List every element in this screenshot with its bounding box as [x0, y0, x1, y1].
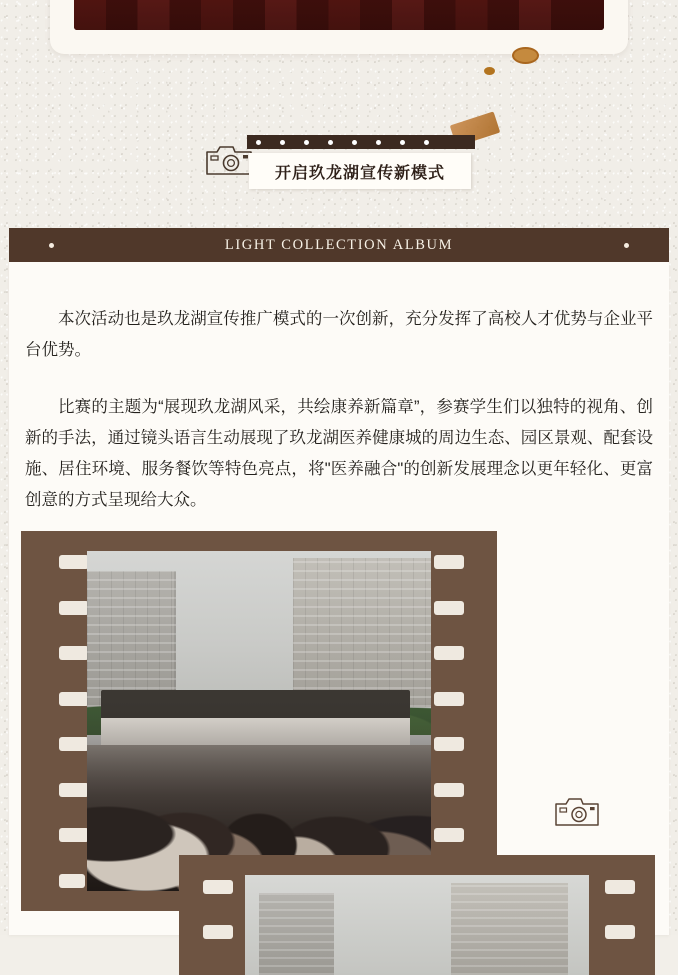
film-perforation	[434, 692, 464, 706]
banner-dot-left	[49, 243, 54, 248]
film-perforation	[59, 692, 89, 706]
paragraph: 比赛的主题为“展现玖龙湖风采，共绘康养新篇章”，参赛学生们以独特的视角、创新的手法，通过镜头语言生动展现了玖龙湖医养健康城的周边生态、园区景观、配套设施、居住环境、服务餐饮等特色亮点，将"医养融合"的创新发展理念以更年轻化、更富创意的方式呈现给大众。	[25, 398, 653, 509]
film-perforation	[605, 925, 635, 939]
filmstrip-primary	[21, 531, 497, 911]
film-perforation	[59, 828, 89, 842]
strip-dot	[304, 140, 309, 145]
film-perforation	[605, 880, 635, 894]
film-perforation	[434, 555, 464, 569]
auditorium-photo-image	[74, 0, 604, 30]
title-dot-strip	[247, 135, 475, 149]
film-perforation	[59, 601, 89, 615]
strip-dot	[256, 140, 261, 145]
decor-dot-large	[512, 47, 539, 64]
album-banner-label: LIGHT COLLECTION ALBUM	[224, 236, 454, 253]
buildings-photo	[245, 875, 589, 975]
film-perforation	[203, 925, 233, 939]
film-perforation	[434, 737, 464, 751]
film-perforation	[59, 783, 89, 797]
film-perforation	[59, 874, 85, 888]
strip-dot	[424, 140, 429, 145]
film-perforation	[434, 601, 464, 615]
strip-dot	[376, 140, 381, 145]
banner-dot-right	[624, 243, 629, 248]
strip-dot	[352, 140, 357, 145]
film-perforation	[434, 783, 464, 797]
auditorium-photo	[74, 0, 604, 30]
film-perforation	[59, 646, 89, 660]
film-perforation	[203, 880, 233, 894]
photo-building-right	[451, 883, 568, 975]
paragraph: 本次活动也是玖龙湖宣传推广模式的一次创新，充分发挥了高校人才优势与企业平台优势。	[25, 310, 653, 359]
album-banner	[9, 228, 669, 262]
photo-building-left	[259, 893, 335, 975]
strip-dot	[400, 140, 405, 145]
students-group-photo	[87, 551, 431, 891]
film-perforation	[59, 737, 89, 751]
film-perforation	[434, 646, 464, 660]
film-perforation	[59, 555, 89, 569]
section-title: 开启玖龙湖宣传新模式	[274, 164, 445, 182]
photo-card	[50, 0, 628, 54]
film-perforation	[434, 828, 464, 842]
section-title-plate	[249, 153, 471, 189]
decor-dot-small	[484, 67, 495, 75]
strip-dot	[328, 140, 333, 145]
filmstrip-secondary	[179, 855, 655, 975]
strip-dot	[280, 140, 285, 145]
camera-icon	[203, 140, 255, 180]
camera-icon	[553, 793, 601, 831]
